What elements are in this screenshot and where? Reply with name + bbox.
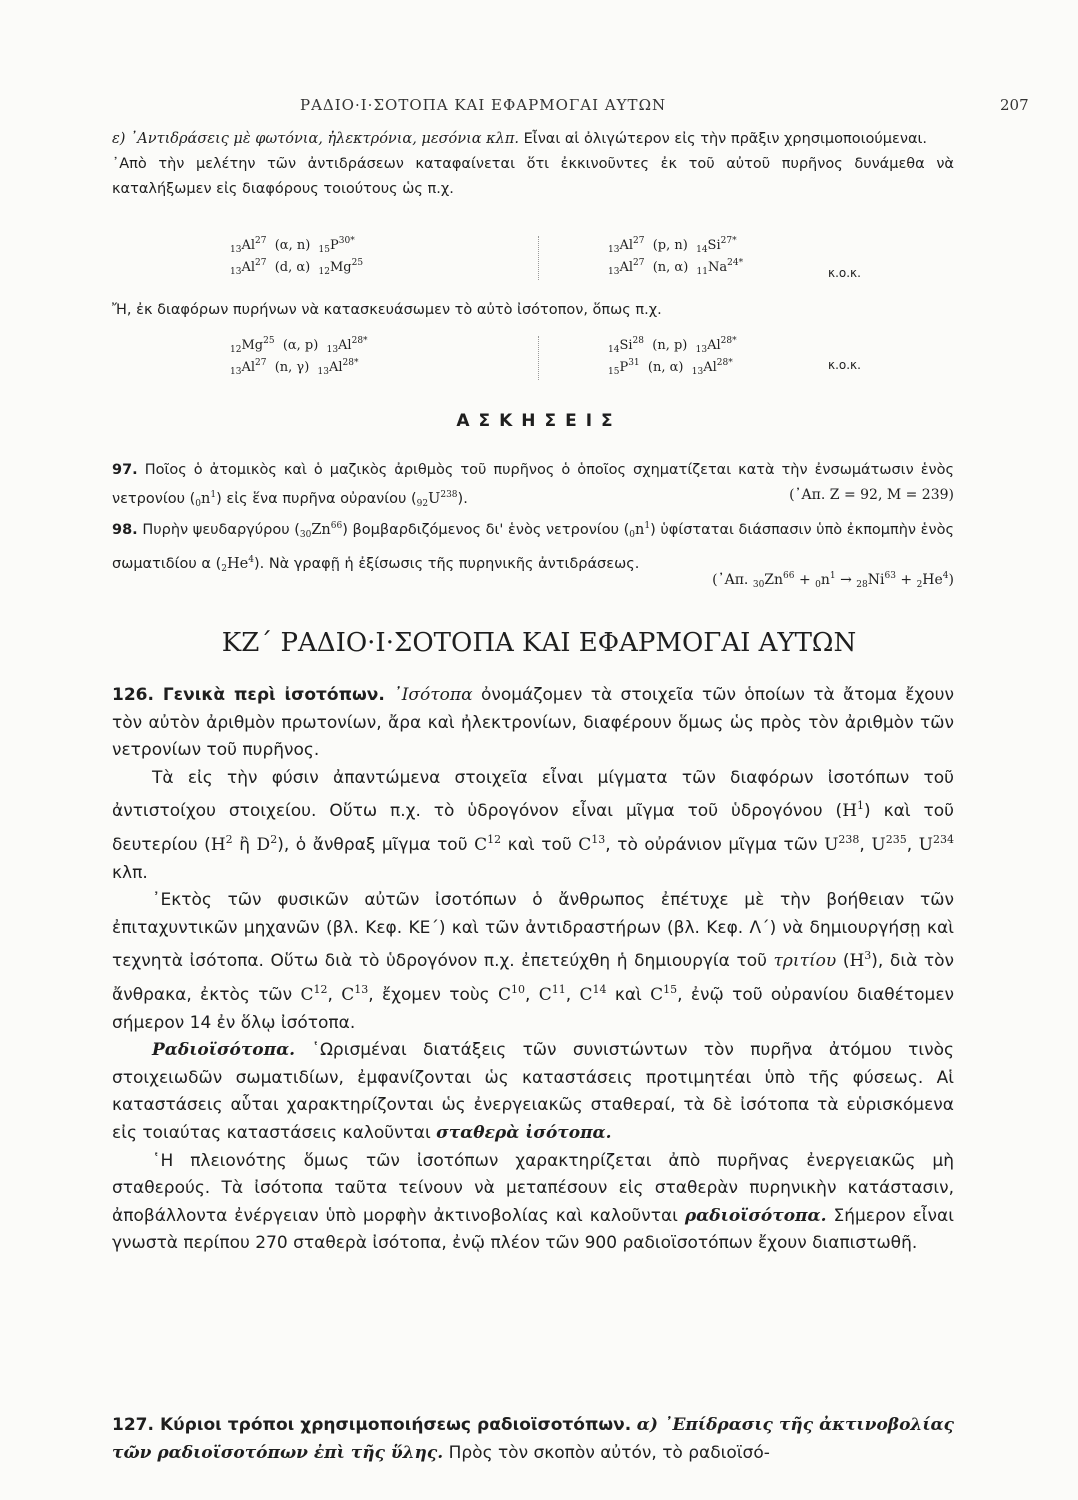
intro-text-2: ᾿Απὸ τὴν μελέτην τῶν ἀντιδράσεων καταφαίνεται ὅτι ἐκκινοῦντες ἐκ τοῦ αὐτοῦ πυρῆνος δυνάμεθα νὰ καταλήξωμεν εἰς διαφόρους τοιούτους ὡς π.χ.: [112, 156, 954, 197]
intro-text-3: Ἤ, ἐκ διαφόρων πυρήνων νὰ κατασκευάσωμεν τὸ αὐτὸ ἰσότοπον, ὅπως π.χ.: [112, 302, 662, 318]
section-heading: 126. Γενικὰ περὶ ἰσοτόπων.: [112, 685, 385, 705]
chapter-title: ΚΖ΄ ΡΑΔΙΟ·Ι·ΣΟΤΟΠΑ ΚΑΙ ΕΦΑΡΜΟΓΑΙ ΑΥΤΩΝ: [221, 628, 857, 658]
reaction-line: $_{13}Al^{27}$ (d, α) $_{12}Mg^{25}$: [230, 258, 364, 277]
running-title: ΡΑΔΙΟ·Ι·ΣΟΤΟΠΑ ΚΑΙ ΕΦΑΡΜΟΓΑΙ ΑΥΤΩΝ: [300, 96, 667, 114]
section-127: 127. Κύριοι τρόποι χρησιμοποιήσεως ραδιοϊσοτόπων. α) ᾿Επίδρασις τῆς ἀκτινοβολίας τῶν ραδιοϊσοτόπων ἐπὶ τῆς ὕλης. Πρὸς τὸν σκοπὸν αὐτόν, τὸ ραδιοϊσό-: [112, 1415, 954, 1463]
exercise-97: 97. Ποῖος ὁ ἀτομικὸς καὶ ὁ μαζικὸς ἀριθμὸς τοῦ πυρῆνος ὁ ὁποῖος σχηματίζεται κατὰ τὴν ἐνσωμάτωσιν ἑνὸς νετρονίου $(_0n^1)$ εἰς ἕνα πυρῆνα οὐρανίου $(_{92}U^{238})$. (᾿Απ. Z = 92, M = 239): [112, 462, 955, 509]
answer-98: (᾿Απ. $_{30}Zn^{66} + _0n^1 \to _{28}Ni^{63} + _2He^4$): [712, 571, 954, 590]
reaction-line: $_{12}Mg^{25}$ (α, p) $_{13}Al^{28*}$: [230, 336, 368, 355]
column-divider: [538, 236, 539, 280]
reaction-line: $_{13}Al^{27}$ (n, α) $_{11}Na^{24*}$: [608, 258, 744, 277]
page-number: 207: [1000, 96, 1029, 114]
exercise-98: 98. Πυρὴν ψευδαργύρου $(_{30}Zn^{66})$ βομβαρδιζόμενος δι' ἑνὸς νετρονίου $(_0n^1)$ ὑφίσταται διάσπασιν ὑπὸ ἐκπομπὴν ἑνὸς σωματιδίου α $(_2He^4)$. Νὰ γραφῇ ἡ ἐξίσωσις τῆς πυρηνικῆς ἀντιδράσεως.: [112, 521, 954, 574]
kok-label: κ.ο.κ.: [828, 358, 861, 372]
kok-label: κ.ο.κ.: [828, 266, 861, 280]
reaction-line: $_{13}Al^{27}$ (α, n) $_{15}P^{30*}$: [230, 236, 355, 255]
exercises-heading: ΑΣΚΗΣΕΙΣ: [456, 411, 622, 431]
column-divider: [538, 336, 539, 380]
section-heading: 127. Κύριοι τρόποι χρησιμοποιήσεως ραδιοϊσοτόπων.: [112, 1415, 632, 1435]
arrow-icon: →: [840, 572, 852, 588]
intro-label: ε) ᾿Αντιδράσεις μὲ φωτόνια, ἠλεκτρόνια, μεσόνια κλπ.: [112, 131, 520, 147]
subheading-radioisotopes: Ραδιοϊσότοπα.: [152, 1040, 296, 1061]
answer-97: (᾿Απ. Z = 92, M = 239): [789, 487, 954, 503]
section-126: 126. Γενικὰ περὶ ἰσοτόπων. ᾿Ισότοπα ὀνομάζομεν τὰ στοιχεῖα τῶν ὁποίων τὰ ἄτομα ἔχουν τὸν αὐτὸν ἀριθμὸν πρωτονίων, ἄρα καὶ ἠλεκτρονίων, διαφέρουν ὅμως ὡς πρὸς τὸν ἀριθμὸν τῶν νετρονίων τοῦ πυρῆνος. Τὰ εἰς τὴν φύσιν ἀπαντώμενα στοιχεῖα εἶναι μίγματα τῶν διαφόρων ἰσοτόπων τοῦ ἀντιστοίχου στοιχείου. Οὕτω π.χ. τὸ ὑδρογόνον εἶναι μῖγμα τοῦ ὑδρογόνου $(H^1)$ καὶ τοῦ δευτερίου ($H^2$ ἢ $D^2$), ὁ ἄνθραξ μῖγμα τοῦ $C^{12}$ καὶ τοῦ $C^{13}$, τὸ οὐράνιον μῖγμα τῶν $U^{238}$, $U^{235}$, $U^{234}$ κλπ. ᾿Εκτὸς τῶν φυσικῶν αὐτῶν ἰσοτόπων ὁ ἄνθρωπος ἐπέτυχε μὲ τὴν βοήθειαν τῶν ἐπιταχυντικῶν μηχανῶν (βλ. Κεφ. ΚΕ΄) καὶ τῶν ἀντιδραστήρων (βλ. Κεφ. Λ΄) νὰ δημιουργήσῃ καὶ τεχνητὰ ἰσότοπα. Οὕτω διὰ τὸ ὑδρογόνον π.χ. ἐπετεύχθη ἡ δημιουργία τοῦ τριτίου $(H^3)$, διὰ τὸν ἄνθρακα, ἐκτὸς τῶν $C^{12}$, $C^{13}$, ἔχομεν τοὺς $C^{10}$, $C^{11}$, $C^{14}$ καὶ $C^{15}$, ἐνῷ τοῦ οὐρανίου διαθέτομεν σήμερον 14 ἐν ὅλῳ ἰσότοπα. Ραδιοϊσότοπα. ῾Ωρισμέναι διατάξεις τῶν συνιστώντων τὸν πυρῆνα ἀτόμου τινὸς στοιχειωδῶν σωματιδίων, ἐμφανίζονται ὡς καταστάσεις προτιμητέαι ὑπὸ τῆς φύσεως. Αἱ καταστάσεις αὗται χαρακτηρίζονται ὡς ἐνεργειακῶς σταθεραί, τὰ δὲ ἰσότοπα τὰ εὑρισκόμενα εἰς τοιαύτας καταστάσεις καλοῦνται σταθερὰ ἰσότοπα. ῾Η πλειονότης ὅμως τῶν ἰσοτόπων χαρακτηρίζεται ἀπὸ πυρῆνας ἐνεργειακῶς μὴ σταθερούς. Τὰ ἰσότοπα ταῦτα τείνουν νὰ μεταπέσουν εἰς σταθερὰν πυρηνικὴν κατάστασιν, ἀποβάλλοντα ἐνέργειαν ὑπὸ μορφὴν ἀκτινοβολίας καὶ καλοῦνται ραδιοϊσότοπα. Σήμερον εἶναι γνωστὰ περίπου 270 σταθερὰ ἰσότοπα, ἐνῷ πλέον τῶν 900 ραδιοϊσοτόπων ἔχουν διαπιστωθῆ.: [112, 685, 955, 1254]
reaction-line: $_{13}Al^{27}$ (p, n) $_{14}Si^{27*}$: [608, 236, 737, 255]
intro-text-1: Εἶναι αἱ ὀλιγώτερον εἰς τὴν πρᾶξιν χρησιμοποιούμεναι.: [523, 131, 928, 147]
reaction-line: $_{15}P^{31}$ (n, α) $_{13}Al^{28*}$: [608, 358, 733, 377]
reaction-line: $_{14}Si^{28}$ (n, p) $_{13}Al^{28*}$: [608, 336, 737, 355]
intro-paragraph: [112, 127, 954, 202]
reaction-line: $_{13}Al^{27}$ (n, γ) $_{13}Al^{28*}$: [230, 358, 359, 377]
